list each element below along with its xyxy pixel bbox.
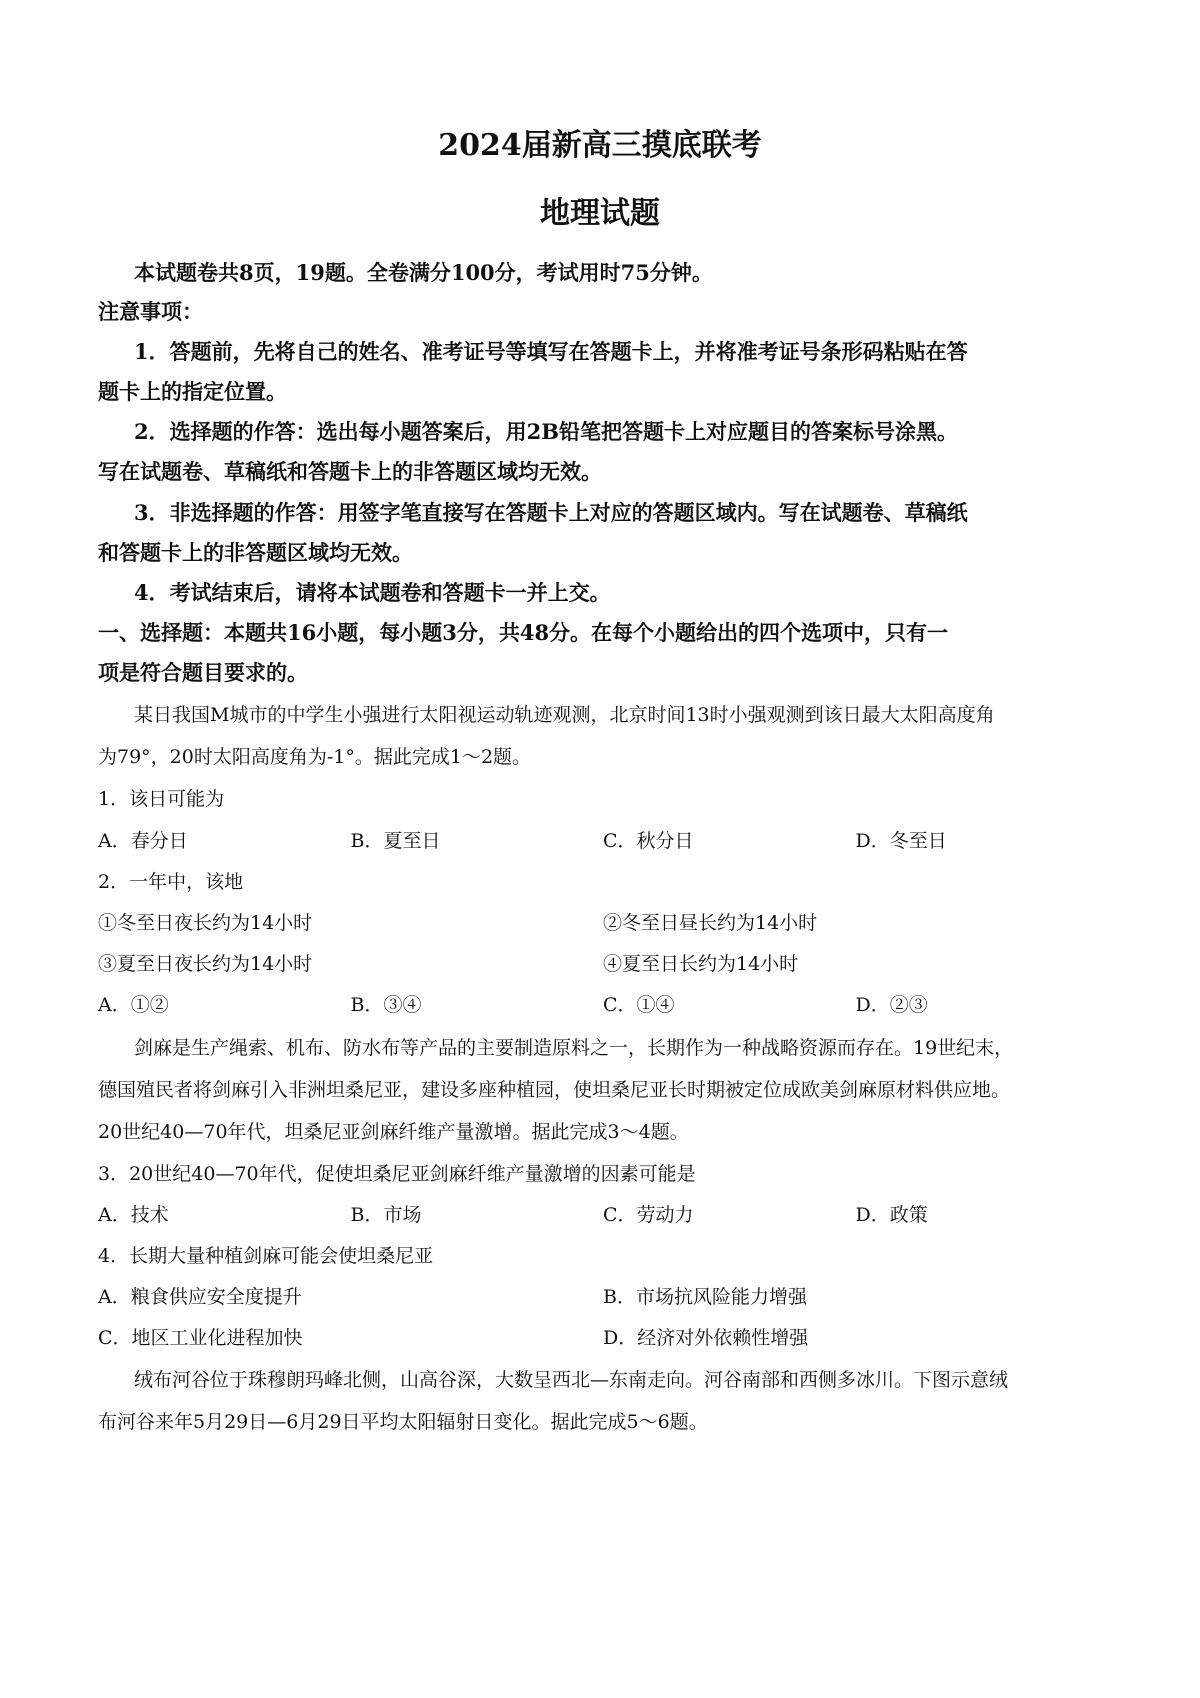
question-4-stem: 4．长期大量种植剑麻可能会使坦桑尼亚 <box>98 1245 434 1267</box>
question-3-stem: 3．20世纪40—70年代，促使坦桑尼亚剑麻纤维产量激增的因素可能是 <box>98 1163 696 1185</box>
notice-item-4-line1: 4．考试结束后，请将本试题卷和答题卡一并上交。 <box>134 580 611 605</box>
question-2-statements-row2 <box>98 949 1108 976</box>
question-3-option-c[interactable]: C．劳动力 <box>603 1204 694 1226</box>
question-4-option-d[interactable]: D．经济对外依赖性增强 <box>603 1327 809 1349</box>
section-1-heading-cont: 项是符合题目要求的。 <box>98 660 308 685</box>
question-2-statement-3: ③夏至日夜长约为14小时 <box>98 953 313 975</box>
notice-heading: 注意事项： <box>98 299 203 324</box>
question-4-options-row1 <box>98 1282 1108 1309</box>
question-2-option-b[interactable]: B．③④ <box>350 994 422 1016</box>
passage-1-line2: 为79°，20时太阳高度角为-1°。据此完成1～2题。 <box>98 746 532 768</box>
notice-item-3-line2: 和答题卡上的非答题区域均无效。 <box>98 540 413 565</box>
notice-item-2-line2: 写在试题卷、草稿纸和答题卡上的非答题区域均无效。 <box>98 459 602 484</box>
passage-3-line1: 绒布河谷位于珠穆朗玛峰北侧，山高谷深，大数呈西北—东南走向。河谷南部和西侧多冰川。下图示意绒 <box>134 1369 1009 1391</box>
question-4-option-b[interactable]: B．市场抗风险能力增强 <box>603 1286 807 1308</box>
passage-2-line1: 剑麻是生产绳索、机布、防水布等产品的主要制造原料之一，长期作为一种战略资源而存在。19世纪末， <box>134 1037 1014 1059</box>
passage-2-line2: 德国殖民者将剑麻引入非洲坦桑尼亚，建设多座种植园，使坦桑尼亚长时期被定位成欧美剑麻原材料供应地。 <box>98 1079 1011 1101</box>
question-2-statement-4: ④夏至日长约为14小时 <box>603 953 799 975</box>
passage-2-line3: 20世纪40—70年代，坦桑尼亚剑麻纤维产量激增。据此完成3～4题。 <box>98 1121 689 1143</box>
question-3-option-a[interactable]: A．技术 <box>98 1204 169 1226</box>
question-2-options <box>98 990 1108 1017</box>
passage-3-line2: 布河谷来年5月29日—6月29日平均太阳辐射日变化。据此完成5～6题。 <box>98 1411 708 1433</box>
notice-item-2-line1: 2．选择题的作答：选出每小题答案后，用2B铅笔把答题卡上对应题目的答案标号涂黑。 <box>134 419 958 444</box>
question-2-option-c[interactable]: C．①④ <box>603 994 675 1016</box>
exam-title: 2024届新高三摸底联考 <box>438 128 762 163</box>
notice-item-1-line1: 1．答题前，先将自己的姓名、准考证号等填写在答题卡上，并将准考证号条形码粘贴在答 <box>134 339 968 364</box>
question-2-statements-row1 <box>98 908 1108 935</box>
question-1-option-d[interactable]: D．冬至日 <box>855 830 947 852</box>
question-1-options <box>98 826 1108 853</box>
question-1-option-c[interactable]: C．秋分日 <box>603 830 694 852</box>
question-2-stem: 2．一年中，该地 <box>98 871 244 893</box>
question-1-stem: 1．该日可能为 <box>98 788 225 810</box>
exam-subtitle: 地理试题 <box>540 196 660 231</box>
question-4-option-a[interactable]: A．粮食供应安全度提升 <box>98 1286 302 1308</box>
question-4-option-c[interactable]: C．地区工业化进程加快 <box>98 1327 303 1349</box>
question-2-option-d[interactable]: D．②③ <box>855 994 928 1016</box>
section-1-heading: 一、选择题：本题共16小题，每小题3分，共48分。在每个小题给出的四个选项中，只有一 <box>98 620 949 645</box>
passage-1-line1: 某日我国M城市的中学生小强进行太阳视运动轨迹观测，北京时间13时小强观测到该日最大太阳高度角 <box>134 704 995 726</box>
notice-item-1-line2: 题卡上的指定位置。 <box>98 379 287 404</box>
question-2-statement-2: ②冬至日昼长约为14小时 <box>603 912 818 934</box>
question-2-option-a[interactable]: A．①② <box>98 994 169 1016</box>
question-1-option-b[interactable]: B．夏至日 <box>350 830 441 852</box>
exam-intro: 本试题卷共8页，19题。全卷满分100分，考试用时75分钟。 <box>134 260 713 285</box>
notice-item-3-line1: 3．非选择题的作答：用签字笔直接写在答题卡上对应的答题区域内。写在试题卷、草稿纸 <box>134 500 968 525</box>
question-1-option-a[interactable]: A．春分日 <box>98 830 188 852</box>
question-3-option-b[interactable]: B．市场 <box>350 1204 422 1226</box>
question-2-statement-1: ①冬至日夜长约为14小时 <box>98 912 313 934</box>
question-4-options-row2 <box>98 1323 1108 1350</box>
question-3-option-d[interactable]: D．政策 <box>855 1204 928 1226</box>
question-3-options <box>98 1200 1108 1227</box>
